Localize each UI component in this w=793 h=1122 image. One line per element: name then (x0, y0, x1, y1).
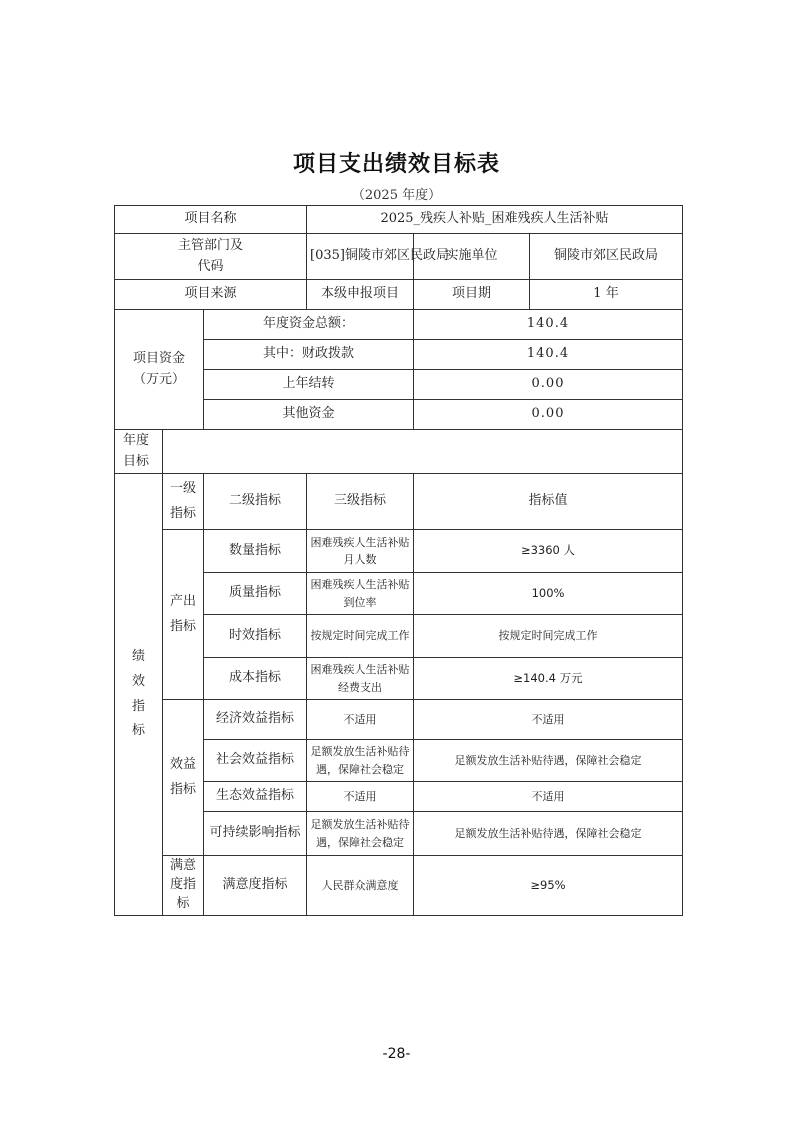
period-label: 项目期 (414, 280, 530, 310)
annual-goal-value (163, 430, 683, 474)
funds-total-label: 年度资金总额： (204, 310, 414, 340)
document-title: 项目支出绩效目标表 (292, 152, 500, 177)
indicator-level2: 可持续影响指标 (204, 812, 307, 856)
implementing-unit-value: 铜陵市郊区民政局 (530, 234, 683, 280)
indicator-value: 足额发放生活补贴待遇，保障社会稳定 (414, 812, 683, 856)
funds-fiscal-label: 其中：财政拨款 (204, 340, 414, 370)
source-row (115, 280, 683, 310)
indicator-value: 100% (414, 573, 683, 615)
indicator-value: 不适用 (414, 782, 683, 812)
period-value: 1 年 (530, 280, 683, 310)
indicator-value: ≥95% (414, 856, 683, 916)
indicator-value: ≥140.4 万元 (414, 658, 683, 700)
performance-indicator-text: 绩效指标 (132, 649, 146, 739)
funds-other-label: 其他资金 (204, 400, 414, 430)
funds-fiscal-value: 140.4 (414, 340, 683, 370)
indicator-level2: 满意度指标 (204, 856, 307, 916)
indicator-level2: 生态效益指标 (204, 782, 307, 812)
indicator-value: 不适用 (414, 700, 683, 740)
project-name-label: 项目名称 (115, 206, 307, 234)
department-row (115, 234, 683, 280)
funds-carryover-label: 上年结转 (204, 370, 414, 400)
annual-goal-label-line1: 年度 (123, 433, 150, 449)
indicator-value: 按规定时间完成工作 (414, 615, 683, 658)
funds-label-line2: （万元） (132, 371, 185, 387)
annual-goal-label-line2: 目标 (123, 453, 150, 469)
source-value: 本级申报项目 (307, 280, 414, 310)
indicator-row (115, 856, 683, 916)
indicator-header-row (115, 474, 683, 530)
indicator-row (115, 700, 683, 740)
output-group-label: 产出指标 (163, 530, 204, 700)
indicator-level2: 质量指标 (204, 573, 307, 615)
indicator-level2: 经济效益指标 (204, 700, 307, 740)
funds-carryover-value: 0.00 (414, 370, 683, 400)
indicator-value: ≥3360 人 (414, 530, 683, 573)
year-note: （2025 年度） (351, 188, 442, 203)
indicator-level3: 按规定时间完成工作 (307, 615, 414, 658)
header-level1: 一级指标 (163, 474, 204, 530)
funds-label-line1: 项目资金 (132, 351, 185, 367)
indicator-level2: 社会效益指标 (204, 740, 307, 782)
source-label: 项目来源 (115, 280, 307, 310)
indicator-level3: 困难残疾人生活补贴月人数 (307, 530, 414, 573)
indicator-level3: 足额发放生活补贴待遇，保障社会稳定 (307, 740, 414, 782)
indicator-level3: 困难残疾人生活补贴经费支出 (307, 658, 414, 700)
project-name-row (115, 206, 683, 234)
benefit-group-label: 效益指标 (163, 700, 204, 856)
header-level3: 三级指标 (307, 474, 414, 530)
funds-label (115, 310, 204, 430)
funds-total-value: 140.4 (414, 310, 683, 340)
indicator-level2: 数量指标 (204, 530, 307, 573)
annual-goal-label (115, 430, 163, 474)
header-level2: 二级指标 (204, 474, 307, 530)
header-value: 指标值 (414, 474, 683, 530)
funds-other-value: 0.00 (414, 400, 683, 430)
indicator-level3: 困难残疾人生活补贴到位率 (307, 573, 414, 615)
funds-total-row (115, 310, 683, 340)
satisfaction-group-label: 满意度指标 (163, 856, 204, 916)
page-number: -28- (382, 1046, 411, 1062)
department-label-line2: 代码 (197, 258, 224, 274)
project-name-value: 2025_残疾人补贴_困难残疾人生活补贴 (307, 206, 683, 234)
indicator-level2: 成本指标 (204, 658, 307, 700)
department-label (115, 234, 307, 280)
indicator-level3: 人民群众满意度 (307, 856, 414, 916)
indicator-level3: 不适用 (307, 782, 414, 812)
indicator-level3: 足额发放生活补贴待遇，保障社会稳定 (307, 812, 414, 856)
performance-indicator-label (115, 474, 163, 916)
annual-goal-row (115, 430, 683, 474)
department-label-line1: 主管部门及 (177, 238, 243, 254)
indicator-row (115, 530, 683, 573)
department-value-left: [035]铜陵市郊区民政局 (307, 234, 414, 280)
indicator-value: 足额发放生活补贴待遇，保障社会稳定 (414, 740, 683, 782)
performance-target-table (114, 205, 683, 916)
implementing-unit-label: 实施单位 (414, 234, 530, 280)
indicator-level3: 不适用 (307, 700, 414, 740)
indicator-level2: 时效指标 (204, 615, 307, 658)
